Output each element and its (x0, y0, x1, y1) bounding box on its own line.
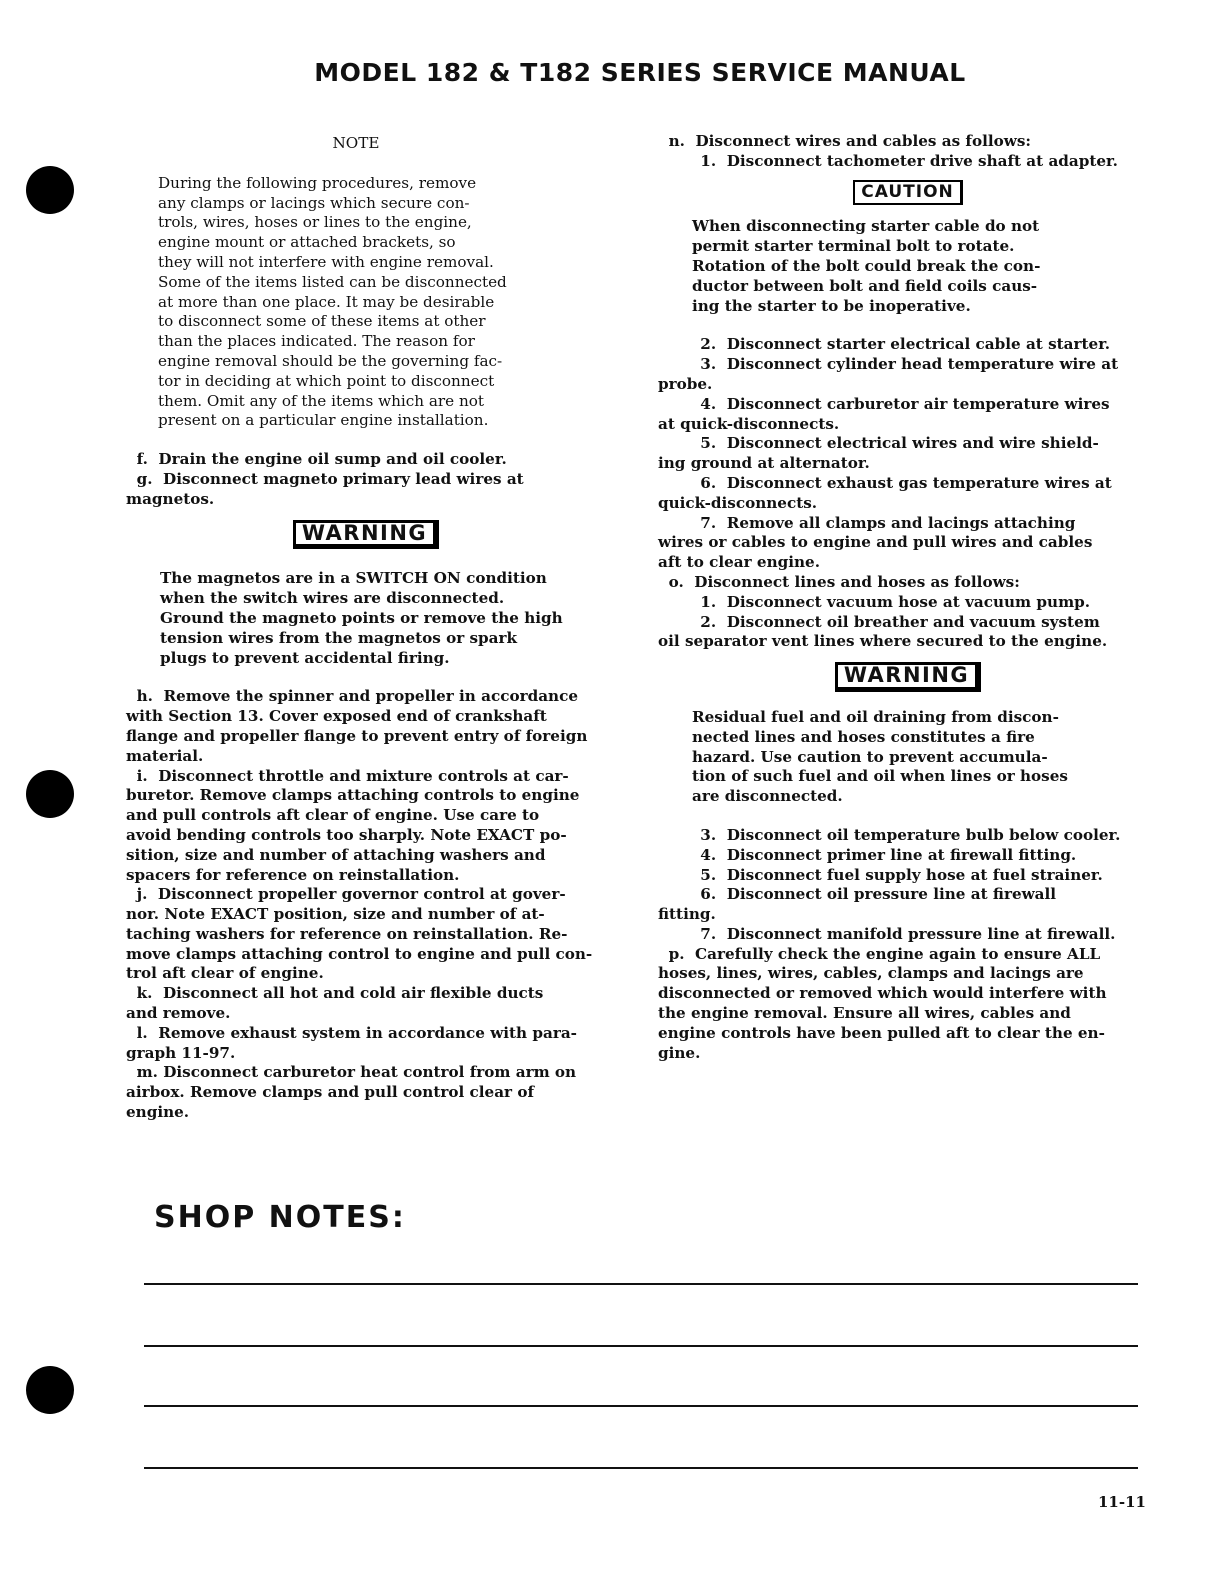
shop-notes-line (144, 1345, 1138, 1347)
text-line: p. Carefully check the engine again to ensure ALL (658, 944, 1101, 963)
shop-notes-line (144, 1467, 1138, 1469)
left-column (126, 134, 616, 1123)
text-line: hoses, lines, wires, cables, clamps and lacings are (658, 964, 1084, 983)
shop-notes-label: SHOP NOTES: (154, 1200, 406, 1235)
steps-o-3-to-p (658, 826, 1158, 1064)
note-label: NOTE (332, 134, 380, 152)
text-line: engine mount or attached brackets, so (158, 233, 456, 252)
text-line: Residual fuel and oil draining from discon- (692, 707, 1059, 726)
text-line: ductor between bolt and field coils caus- (692, 276, 1038, 295)
text-line: 4. Disconnect primer line at firewall fitting. (658, 845, 1077, 864)
text-line: when the switch wires are disconnected. (160, 589, 505, 608)
text-line: i. Disconnect throttle and mixture controls at car- (126, 766, 569, 785)
text-line: at quick-disconnects. (658, 414, 840, 433)
text-line: probe. (658, 374, 713, 393)
text-line: m. Disconnect carburetor heat control from arm on (126, 1063, 577, 1082)
text-line: 3. Disconnect oil temperature bulb below cooler. (658, 825, 1121, 844)
text-line: wires or cables to engine and pull wires and cables (658, 533, 1093, 552)
text-line: avoid bending controls too sharply. Note EXACT po- (126, 825, 567, 844)
text-line: at more than one place. It may be desirable (158, 292, 495, 311)
text-line: taching washers for reference on reinstallation. Re- (126, 924, 568, 943)
text-line: sition, size and number of attaching washers and (126, 845, 546, 864)
text-line: permit starter terminal bolt to rotate. (692, 237, 1015, 256)
text-line: to disconnect some of these items at other (158, 312, 486, 331)
text-line: j. Disconnect propeller governor control at gover- (126, 885, 566, 904)
text-line: engine removal should be the governing fac- (158, 351, 503, 370)
shop-notes-line (144, 1405, 1138, 1407)
text-line: f. Drain the engine oil sump and oil cooler. (126, 450, 507, 469)
text-line: 2. Disconnect starter electrical cable at starter. (658, 335, 1111, 354)
text-line: than the places indicated. The reason for (158, 332, 475, 351)
text-line: o. Disconnect lines and hoses as follows: (658, 572, 1020, 591)
warning-badge-row (126, 520, 606, 550)
warning-badge-right: WARNING (835, 662, 981, 692)
text-line: The magnetos are in a SWITCH ON condition (160, 569, 547, 588)
text-line: trol aft clear of engine. (126, 964, 324, 983)
text-line: material. (126, 746, 204, 765)
step-n (658, 132, 1158, 172)
text-line: During the following procedures, remove (158, 173, 477, 192)
text-line: Ground the magneto points or remove the high (160, 608, 563, 627)
text-line: are disconnected. (692, 787, 843, 806)
caution-badge: CAUTION (853, 180, 963, 206)
text-line: Rotation of the bolt could break the con- (692, 256, 1041, 275)
text-line: engine. (126, 1103, 190, 1122)
binder-hole-middle (26, 770, 74, 818)
text-line: graph 11-97. (126, 1043, 236, 1062)
note-body (158, 174, 568, 431)
caution-body (692, 217, 1072, 316)
text-line: gine. (658, 1043, 701, 1062)
page-title: MODEL 182 & T182 SERIES SERVICE MANUAL (314, 58, 966, 87)
text-line: 5. Disconnect fuel supply hose at fuel strainer. (658, 865, 1103, 884)
steps-h-m (126, 687, 616, 1123)
text-line: 3. Disconnect cylinder head temperature wire at (658, 355, 1119, 374)
binder-hole-bottom (26, 1366, 74, 1414)
text-line: trols, wires, hoses or lines to the engine, (158, 213, 472, 232)
text-line: flange and propeller flange to prevent entry of foreign (126, 726, 588, 745)
text-line: fitting. (658, 905, 716, 924)
text-line: the engine removal. Ensure all wires, cables and (658, 1004, 1071, 1023)
text-line: n. Disconnect wires and cables as follows: (658, 132, 1031, 150)
text-line: Some of the items listed can be disconnected (158, 272, 507, 291)
steps-n-2-to-o-2 (658, 335, 1158, 652)
warning-badge-row-right (658, 662, 1158, 692)
text-line: move clamps attaching control to engine and pull con- (126, 944, 593, 963)
text-line: magnetos. (126, 489, 215, 508)
text-line: present on a particular engine installation. (158, 411, 489, 430)
text-line: 4. Disconnect carburetor air temperature wires (658, 394, 1110, 413)
text-line: plugs to prevent accidental firing. (160, 648, 450, 667)
text-line: and remove. (126, 1004, 231, 1023)
text-line: ing the starter to be inoperative. (692, 296, 971, 315)
text-line: 7. Remove all clamps and lacings attaching (658, 513, 1076, 532)
warning-body (160, 569, 563, 668)
right-column (658, 132, 1158, 1063)
warning-body-right (692, 708, 1072, 807)
text-line: h. Remove the spinner and propeller in accordance (126, 687, 579, 706)
caution-badge-row (658, 180, 1158, 206)
text-line: k. Disconnect all hot and cold air flexible ducts (126, 984, 544, 1003)
text-line: tension wires from the magnetos or spark (160, 628, 518, 647)
text-line: them. Omit any of the items which are not (158, 391, 484, 410)
text-line: 1. Disconnect tachometer drive shaft at adapter. (658, 151, 1118, 170)
text-line: tion of such fuel and oil when lines or hoses (692, 767, 1068, 786)
text-line: with Section 13. Cover exposed end of crankshaft (126, 707, 547, 726)
page-number: 11-11 (1098, 1493, 1146, 1511)
text-line: 6. Disconnect oil pressure line at firewall (658, 885, 1057, 904)
text-line: they will not interfere with engine removal. (158, 252, 494, 271)
text-line: nected lines and hoses constitutes a fire (692, 727, 1035, 746)
shop-notes-line (144, 1283, 1138, 1285)
text-line: buretor. Remove clamps attaching controls to engine (126, 786, 580, 805)
text-line: l. Remove exhaust system in accordance with para- (126, 1023, 577, 1042)
text-line: any clamps or lacings which secure con- (158, 193, 470, 212)
text-line: spacers for reference on reinstallation. (126, 865, 460, 884)
steps-f-g (126, 450, 616, 509)
text-line: 6. Disconnect exhaust gas temperature wires at (658, 473, 1112, 492)
text-line: tor in deciding at which point to disconnect (158, 371, 495, 390)
text-line: 1. Disconnect vacuum hose at vacuum pump. (658, 592, 1091, 611)
text-line: 7. Disconnect manifold pressure line at firewall. (658, 924, 1116, 943)
text-line: 2. Disconnect oil breather and vacuum system (658, 612, 1100, 631)
text-line: When disconnecting starter cable do not (692, 217, 1040, 236)
text-line: 5. Disconnect electrical wires and wire shield- (658, 434, 1099, 453)
text-line: engine controls have been pulled aft to clear the en- (658, 1023, 1105, 1042)
text-line: and pull controls aft clear of engine. Use care to (126, 806, 540, 825)
binder-hole-top (26, 166, 74, 214)
text-line: g. Disconnect magneto primary lead wires at (126, 469, 524, 488)
text-line: disconnected or removed which would interfere with (658, 984, 1107, 1003)
text-line: ing ground at alternator. (658, 454, 870, 473)
text-line: hazard. Use caution to prevent accumula- (692, 747, 1048, 766)
text-line: quick-disconnects. (658, 493, 818, 512)
text-line: aft to clear engine. (658, 553, 821, 572)
text-line: nor. Note EXACT position, size and number of at- (126, 905, 545, 924)
warning-badge: WARNING (293, 520, 439, 550)
text-line: airbox. Remove clamps and pull control clear of (126, 1083, 535, 1102)
text-line: oil separator vent lines where secured to the engine. (658, 632, 1108, 651)
